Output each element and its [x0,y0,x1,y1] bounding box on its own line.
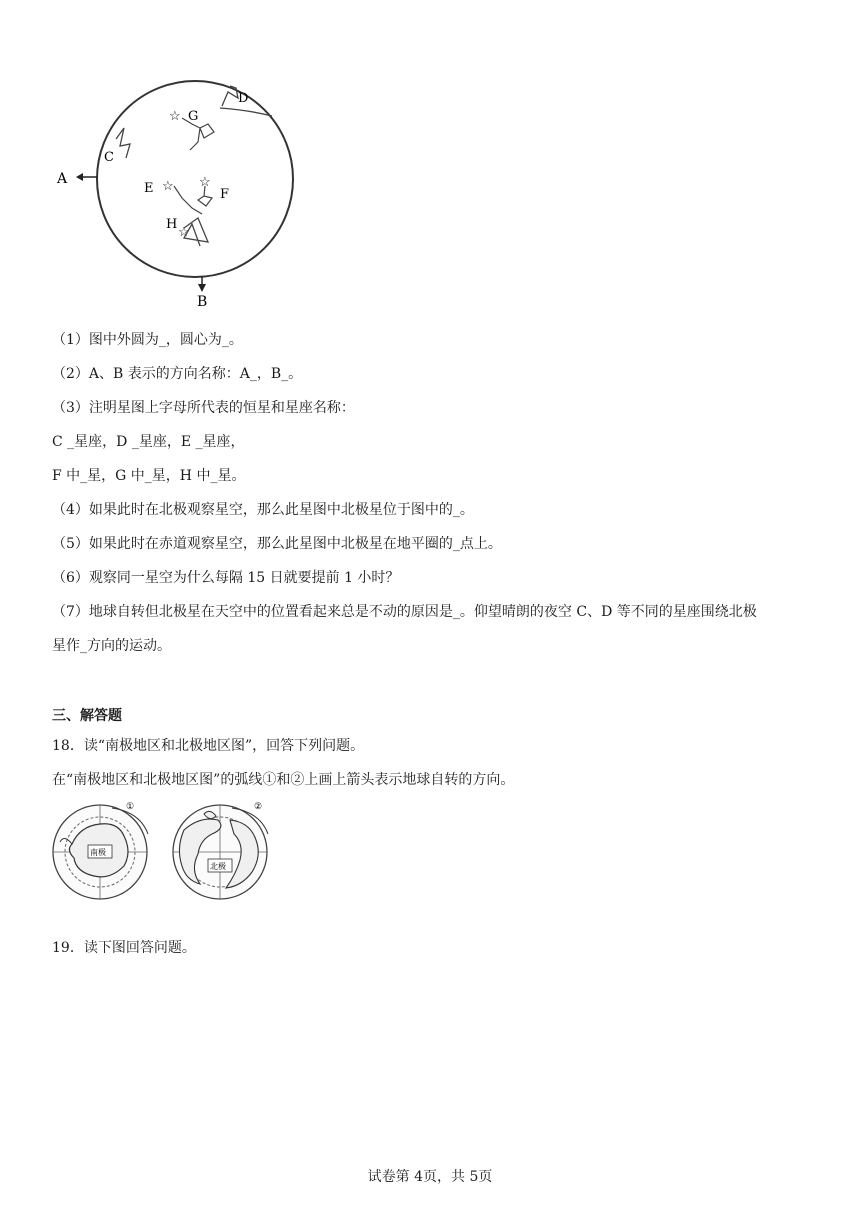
label-g: G [188,109,199,124]
label-c: C [104,150,114,165]
question-17-5: （5）如果此时在赤道观察星空，那么此星图中北极星在地平圈的_点上。 [52,536,502,552]
north-pole-label: 北极 [210,862,226,871]
label-b: B [197,294,208,310]
arrow-b-icon [198,276,206,292]
constellation-c-icon [116,128,130,158]
question-17-6: （6）观察同一星空为什么每隔 15 日就要提前 1 小时？ [52,570,400,586]
question-17-3b: F 中_星，G 中_星，H 中_星。 [52,468,246,484]
constellation-d-icon [222,86,238,106]
south-pole-map [53,802,148,899]
polar-maps-figure [50,800,280,902]
label-f: F [220,187,230,202]
arrow-a-icon [76,173,97,181]
question-17-3a: C _星座，D _星座，E _星座， [52,434,245,450]
star-h-icon: ☆ [178,225,190,240]
page-footer: 试卷第 4页，共 5页 [367,1169,493,1185]
arc-2-label: ② [254,802,263,812]
question-19-stem: 19．读下图回答问题。 [52,940,196,956]
question-17-2: （2）A、B 表示的方向名称：A_，B_。 [52,366,303,382]
constellation-h-icon [184,218,208,246]
label-h: H [166,217,178,232]
south-pole-label: 南极 [90,848,106,857]
question-17-7b: 星作_方向的运动。 [52,638,171,654]
question-17-7a: （7）地球自转但北极星在天空中的位置看起来总是不动的原因是_。仰望晴朗的夜空 C、D 等不同的星座围绕北极 [52,604,757,620]
star-e-icon: ☆ [162,179,174,194]
label-e: E [144,181,154,196]
question-17-4: （4）如果此时在北极观察星空，那么此星图中北极星位于图中的_。 [52,502,474,518]
arc-1-label: ① [126,802,135,812]
label-a: A [57,171,68,187]
star-f-icon: ☆ [199,175,211,190]
question-18-instruction: 在“南极地区和北极地区图”的弧线①和②上画上箭头表示地球自转的方向。 [52,772,515,788]
star-g-icon: ☆ [169,109,181,124]
question-17-3: （3）注明星图上字母所代表的恒星和星座名称： [52,400,355,416]
question-17-1: （1）图中外圆为_，圆心为_。 [52,332,243,348]
star-chart-figure [52,66,302,312]
question-18-stem: 18．读“南极地区和北极地区图”，回答下列问题。 [52,738,365,754]
label-d: D [238,91,249,106]
section-title: 三、解答题 [52,708,122,724]
north-pole-map [173,802,268,899]
